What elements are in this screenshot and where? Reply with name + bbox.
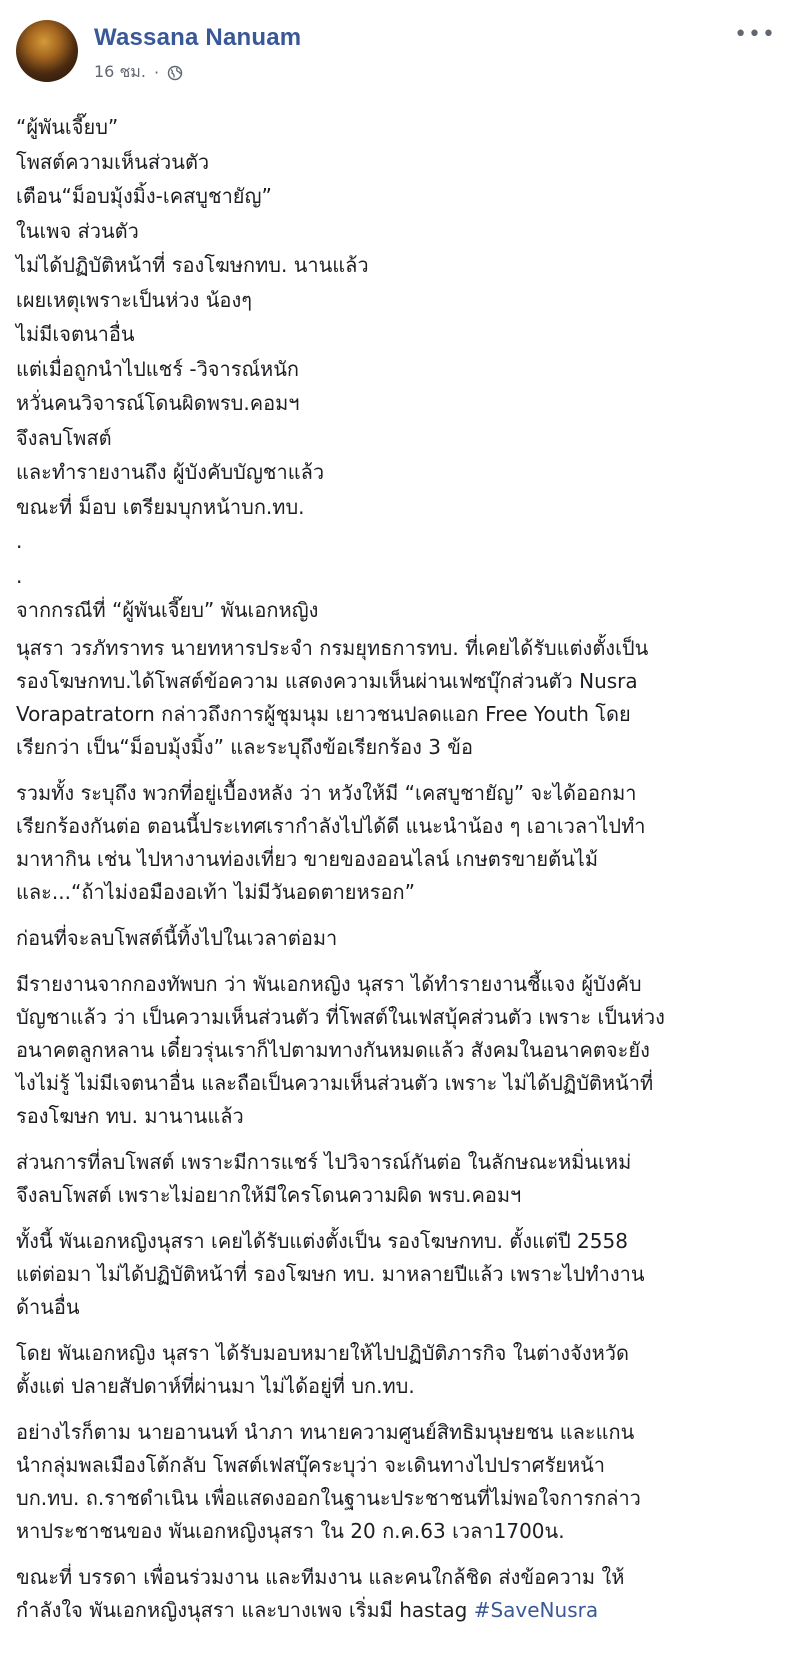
- paragraph-line: หาประชาชนของ พันเอกหญิงนุสรา ใน 20 ก.ค.63 เวลา1700น.: [16, 1518, 565, 1543]
- paragraph-line: เรียกร้องกันต่อ ตอนนี้ประเทศเรากำลังไปได้ดี แนะนำน้อง ๆ เอาเวลาไปทำ: [16, 813, 646, 838]
- headline-line: และทำรายงานถึง ผู้บังคับบัญชาแล้ว: [16, 460, 325, 484]
- paragraph-line: อนาคตลูกหลาน เดี๋ยวรุ่นเราก็ไปตามทางกันหมดแล้ว สังคมในอนาคตจะยัง: [16, 1037, 650, 1062]
- headline-line: .: [16, 563, 23, 588]
- meta-separator: ·: [153, 63, 160, 82]
- paragraph-line: นุสรา วรภัทราทร นายทหารประจำ กรมยุทธการทบ. ที่เคยได้รับแต่งตั้งเป็น: [16, 635, 649, 660]
- post-paragraph: [16, 1337, 778, 1403]
- post-paragraph: [16, 968, 778, 1133]
- paragraph-line: โดย พันเอกหญิง นุสรา ได้รับมอบหมายให้ไปปฏิบัติภารกิจ ในต่างจังหวัด: [16, 1340, 630, 1365]
- paragraph-line: [16, 1594, 778, 1627]
- paragraph-line: ตั้งแต่ ปลายสัปดาห์ที่ผ่านมา ไม่ได้อยู่ที่ บก.ทบ.: [16, 1373, 415, 1398]
- headline-line: เผยเหตุเพราะเป็นห่วง น้องๆ: [16, 287, 252, 312]
- paragraph-line: บัญชาแล้ว ว่า เป็นความเห็นส่วนตัว ที่โพสต์ในเฟสบุ้คส่วนตัว เพราะ เป็นห่วง: [16, 1004, 665, 1029]
- paragraph-line: ไงไม่รู้ ไม่มีเจตนาอื่น และถือเป็นความเห็นส่วนตัว เพราะ ไม่ได้ปฏิบัติหน้าที่: [16, 1070, 654, 1095]
- paragraph-line: และ...“ถ้าไม่งอมืองอเท้า ไม่มีวันอดตายหรอก”: [16, 879, 415, 904]
- paragraph-line: อย่างไรก็ตาม นายอานนท์ นำภา ทนายความศูนย์สิทธิมนุษยชน และแกน: [16, 1419, 635, 1444]
- globe-icon[interactable]: [167, 65, 183, 81]
- headline-line: แต่เมื่อถูกนำไปแชร์ -วิจารณ์หนัก: [16, 356, 300, 381]
- paragraph-line: มีรายงานจากกองทัพบก ว่า พันเอกหญิง นุสรา ได้ทำรายงานชี้แจง ผู้บังคับ: [16, 971, 642, 996]
- headline-line: ขณะที่ ม็อบ เตรียมบุกหน้าบก.ทบ.: [16, 494, 305, 519]
- paragraph-line: จึงลบโพสต์ เพราะไม่อยากให้มีใครโดนความผิด พรบ.คอมฯ: [16, 1182, 522, 1207]
- avatar[interactable]: [16, 20, 78, 82]
- headline-line: หวั่นคนวิจารณ์โดนผิดพรบ.คอมฯ: [16, 391, 300, 415]
- paragraph-line: ขณะที่ บรรดา เพื่อนร่วมงาน และทีมงาน และคนใกล้ชิด ส่งข้อความ ให้: [16, 1564, 625, 1589]
- headline-line: โพสต์ความเห็นส่วนตัว: [16, 149, 210, 174]
- paragraph-line: ทั้งนี้ พันเอกหญิงนุสรา เคยได้รับแต่งตั้งเป็น รองโฆษกทบ. ตั้งแต่ปี 2558: [16, 1228, 628, 1253]
- headline-line: “ผู้พันเจี๊ยบ”: [16, 115, 119, 139]
- headline-line: จากกรณีที่ “ผู้พันเจี๊ยบ” พันเอกหญิง: [16, 598, 319, 622]
- paragraph-line: รองโฆษก ทบ. มานานแล้ว: [16, 1103, 244, 1128]
- paragraph-line: ด้านอื่น: [16, 1294, 80, 1319]
- headline-line: ไม่มีเจตนาอื่น: [16, 322, 135, 346]
- paragraph-line: รองโฆษกทบ.ได้โพสต์ข้อความ แสดงความเห็นผ่านเฟซบุ๊กส่วนตัว Nusra: [16, 668, 638, 693]
- post-paragraph: [16, 1146, 778, 1212]
- headline-line: เตือน“ม็อบมุ้งมิ้ง-เคสบูชายัญ”: [16, 184, 272, 208]
- post-paragraph: [16, 1225, 778, 1324]
- paragraph-line: ส่วนการที่ลบโพสต์ เพราะมีการแชร์ ไปวิจารณ์กันต่อ ในลักษณะหมิ่นเหม่: [16, 1149, 632, 1174]
- paragraph-text: กำลังใจ พันเอกหญิงนุสรา และบางเพจ เริ่มมี hastag: [16, 1597, 474, 1622]
- author-name[interactable]: Wassana Nanuam: [94, 24, 302, 51]
- headline-line: จึงลบโพสต์: [16, 425, 112, 450]
- paragraph-line: มาหากิน เช่น ไปหางานท่องเที่ยว ขายของออนไลน์ เกษตรขายต้นไม้: [16, 846, 599, 871]
- author-block: [94, 18, 301, 85]
- post-header: [16, 18, 778, 88]
- paragraph-line: รวมทั้ง ระบุถึง พวกที่อยู่เบื้องหลัง ว่า หวังให้มี “เคสบูชายัญ” จะได้ออกมา: [16, 780, 637, 805]
- post-paragraph: [16, 632, 778, 764]
- headline-line: .: [16, 529, 23, 553]
- paragraph-line: ก่อนที่จะลบโพสต์นี้ทิ้งไปในเวลาต่อมา: [16, 925, 338, 950]
- post-paragraph-last: [16, 1561, 778, 1627]
- post-paragraph: [16, 777, 778, 909]
- post-body: [16, 632, 778, 1548]
- paragraph-line: แต่ต่อมา ไม่ได้ปฏิบัติหน้าที่ รองโฆษก ทบ. มาหลายปีแล้ว เพราะไปทำงาน: [16, 1261, 645, 1286]
- headline-line: ไม่ได้ปฏิบัติหน้าที่ รองโฆษกทบ. นานแล้ว: [16, 253, 369, 277]
- paragraph-line: เรียกว่า เป็น“ม็อบมุ้งมิ้ง” และระบุถึงข้อเรียกร้อง 3 ข้อ: [16, 734, 473, 759]
- hashtag-link[interactable]: #SaveNusra: [473, 1597, 599, 1622]
- headline-line: ในเพจ ส่วนตัว: [16, 218, 139, 243]
- post-headline-lines: [16, 110, 778, 628]
- paragraph-line: นำกลุ่มพลเมืองโต้กลับ โพสต์เฟสบุ๊คระบุว่า จะเดินทางไปปราศรัยหน้า: [16, 1452, 606, 1477]
- post-meta: [94, 60, 301, 85]
- post-paragraph: [16, 922, 778, 955]
- post-timestamp[interactable]: 16 ชม.: [94, 62, 146, 81]
- post-paragraph: [16, 1416, 778, 1548]
- paragraph-line: Vorapatratorn กล่าวถึงการผู้ชุมนุม เยาวชนปลดแอก Free Youth โดย: [16, 701, 631, 726]
- paragraph-line: บก.ทบ. ถ.ราชดำเนิน เพื่อแสดงออกในฐานะประชาชนที่ไม่พอใจการกล่าว: [16, 1485, 641, 1510]
- more-horizontal-icon[interactable]: •••: [734, 22, 776, 47]
